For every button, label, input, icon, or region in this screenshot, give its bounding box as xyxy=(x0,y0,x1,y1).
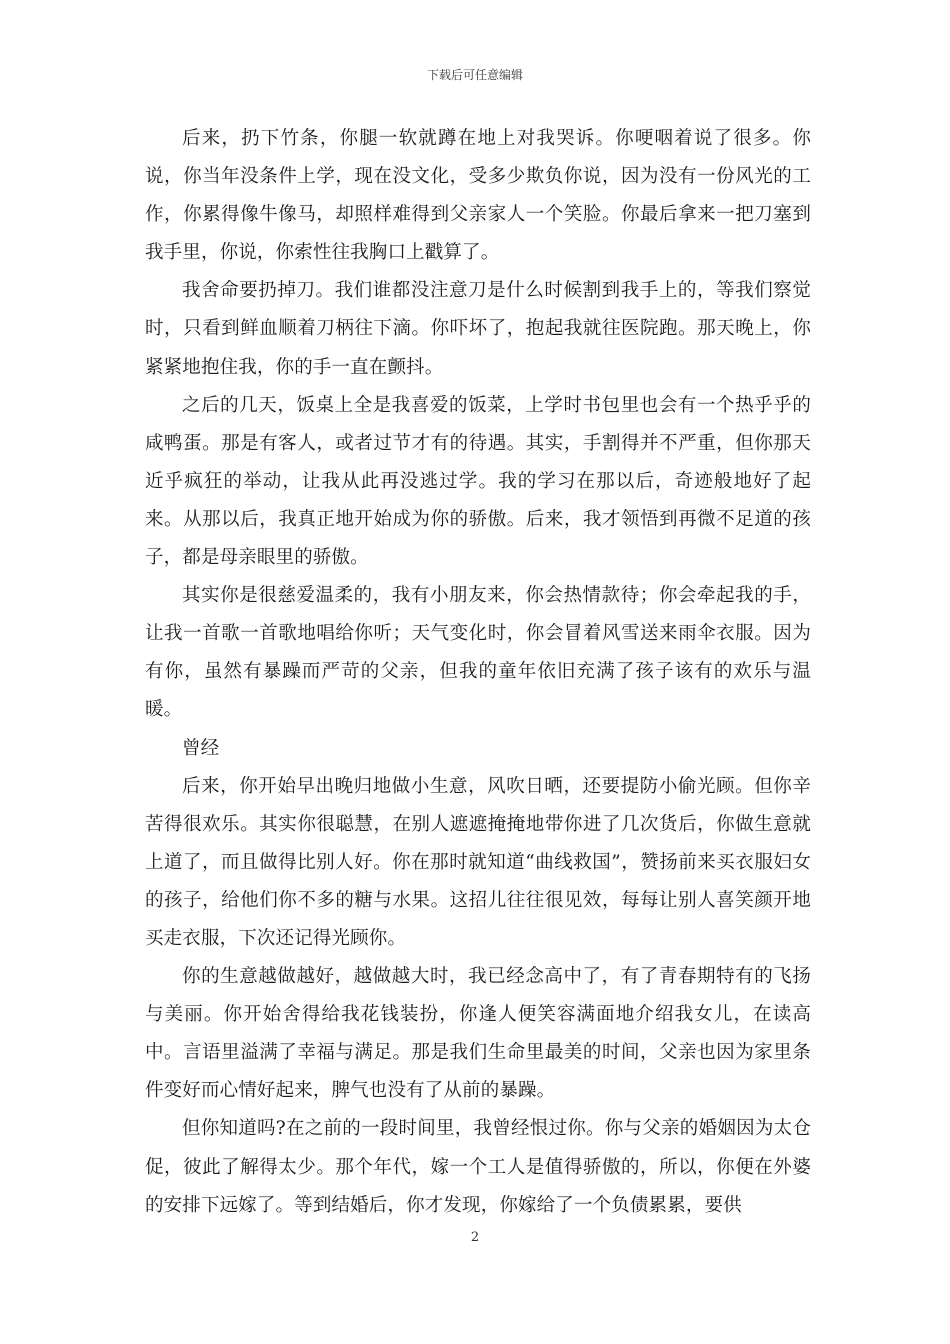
paragraph-heading-fragment: 曾经 xyxy=(182,737,220,759)
paragraph: 我舍命要扔掉刀。我们谁都没注意刀是什么时候割到我手上的，等我们察觉时，只看到鲜血顺着刀柄往下滴。你吓坏了，抱起我就往医院跑。那天晚上，你紧紧地抱住我，你的手一直在颤抖。 xyxy=(145,280,811,378)
paragraph: 你的生意越做越好，越做越大时，我已经念高中了，有了青春期特有的飞扬与美丽。你开始舍得给我花钱装扮，你逢人便笑容满面地介绍我女儿，在读高中。言语里溢满了幸福与满足。那是我们生命里最美的时间，父亲也因为家里条件变好而心情好起来，脾气也没有了从前的暴躁。 xyxy=(145,966,811,1102)
paragraph: 其实你是很慈爱温柔的，我有小朋友来，你会热情款待；你会牵起我的手，让我一首歌一首歌地唱给你听；天气变化时，你会冒着风雪送来雨伞衣服。因为有你，虽然有暴躁而严苛的父亲，但我的童年依旧充满了孩子该有的欢乐与温暖。 xyxy=(145,585,811,721)
paragraph: 后来，扔下竹条，你腿一软就蹲在地上对我哭诉。你哽咽着说了很多。你说，你当年没条件上学，现在没文化，受多少欺负你说，因为没有一份风光的工作，你累得像牛像马，却照样难得到父亲家人一个笑脸。你最后拿来一把刀塞到我手里，你说，你索性往我胸口上戳算了。 xyxy=(145,128,811,264)
page-number: 2 xyxy=(470,1230,480,1245)
body-text xyxy=(145,120,811,1225)
page-header: 下载后可任意编辑 xyxy=(426,68,523,82)
paragraph: 但你知道吗?在之前的一段时间里，我曾经恨过你。你与父亲的婚姻因为太仓促，彼此了解得太少。那个年代，嫁一个工人是值得骄傲的，所以，你便在外婆的安排下远嫁了。等到结婚后，你才发现，你嫁给了一个负债累累，要供 xyxy=(145,1118,811,1216)
paragraph: 之后的几天，饭桌上全是我喜爱的饭菜，上学时书包里也会有一个热乎乎的咸鸭蛋。那是有客人，或者过节才有的待遇。其实，手割得并不严重，但你那天近乎疯狂的举动，让我从此再没逃过学。我的学习在那以后，奇迹般地好了起来。从那以后，我真正地开始成为你的骄傲。后来，我才领悟到再微不足道的孩子，都是母亲眼里的骄傲。 xyxy=(145,394,811,569)
paragraph: 后来，你开始早出晚归地做小生意，风吹日晒，还要提防小偷光顾。但你辛苦得很欢乐。其实你很聪慧，在别人遮遮掩掩地带你进了几次货后，你做生意就上道了，而且做得比别人好。你在那时就知道“曲线救国”，赞扬前来买衣服妇女的孩子，给他们你不多的糖与水果。这招儿往往很见效，每每让别人喜笑颜开地买走衣服，下次还记得光顾你。 xyxy=(145,775,811,949)
